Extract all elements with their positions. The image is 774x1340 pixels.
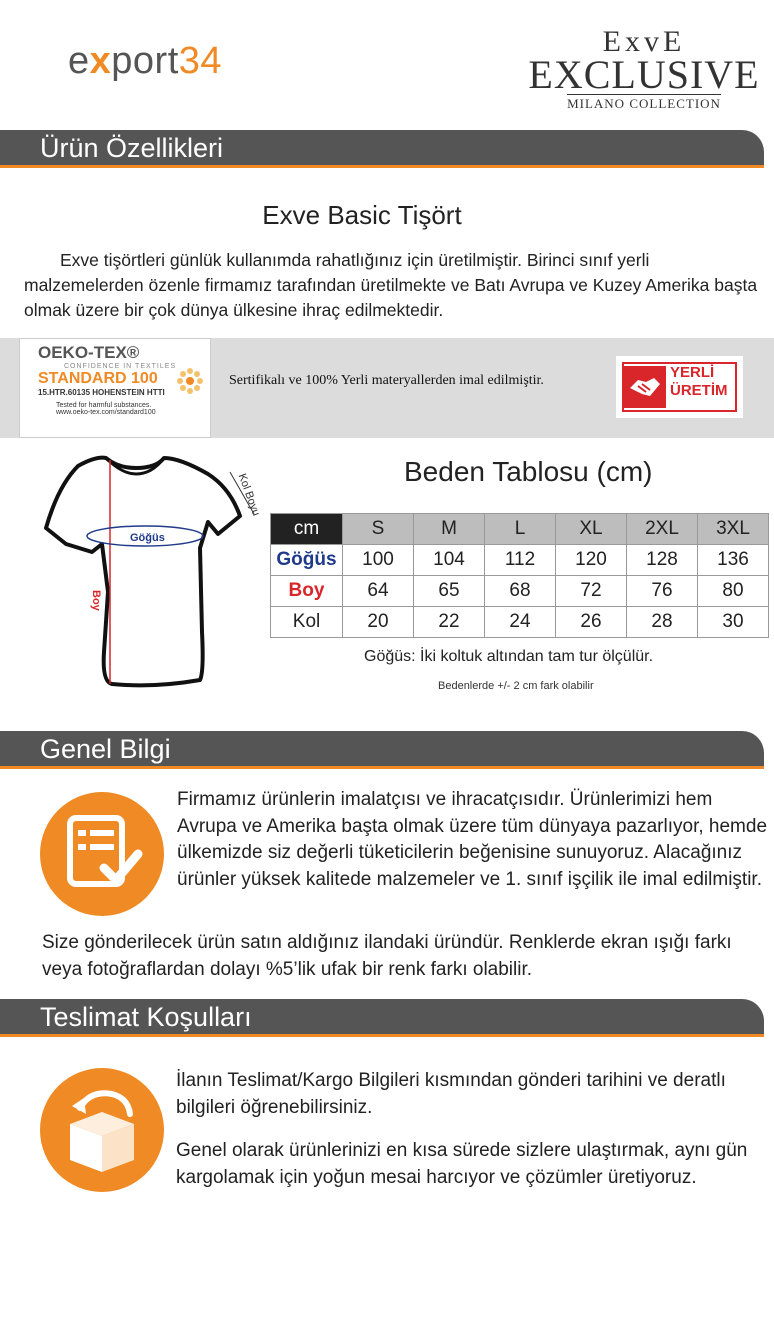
oeko-tested: Tested for harmful substances. xyxy=(56,402,152,409)
table-cell: 128 xyxy=(627,545,698,576)
handshake-icon xyxy=(624,366,666,408)
row-label: Göğüs xyxy=(271,545,343,576)
table-row xyxy=(271,576,769,607)
size-tolerance-note: Bedenlerde +/- 2 cm fark olabilir xyxy=(438,680,594,692)
logo-line: MILANO COLLECTION xyxy=(567,96,721,111)
size-table xyxy=(270,513,769,638)
header-cell: M xyxy=(414,514,485,545)
yerli-line: YERLİ xyxy=(670,364,715,381)
table-cell: 100 xyxy=(343,545,414,576)
header-cell: L xyxy=(485,514,556,545)
oeko-tex-badge xyxy=(19,338,211,438)
document-check-glyph xyxy=(40,792,164,916)
yerli-uretim-badge xyxy=(616,356,743,418)
genel-paragraph-1: Firmamız ürünlerin imalatçısı ve ihracatçısıdır. Ürünlerimizi hem Avrupa ve Amerika başta olmak üzere tüm dünyaya pazarlıyor, hemde ülkemizde siz değerli tüketicilerin beğenisine sunuyoruz. Alacağınız ürünler yüksek kalitede malzemeler ve 1. sınıf işçilik ile imal edilmiştir. xyxy=(177,789,768,890)
table-row xyxy=(271,545,769,576)
header-cell: 2XL xyxy=(627,514,698,545)
table-cell: 76 xyxy=(627,576,698,607)
row-label: Boy xyxy=(271,576,343,607)
oeko-standard: STANDARD 100 xyxy=(38,370,158,387)
product-title: Exve Basic Tişört xyxy=(262,200,462,230)
certification-text: Sertifikalı ve 100% Yerli materyallerden imal edilmiştir. xyxy=(229,373,544,388)
size-note: Göğüs: İki koltuk altından tam tur ölçülür. xyxy=(364,648,654,665)
table-cell: 22 xyxy=(414,607,485,638)
header-cell: cm xyxy=(271,514,343,545)
teslimat-paragraph-2: Genel olarak ürünlerinizi en kısa sürede sizlere ulaştırmak, aynı gün kargolamak için yoğun mesai harcıyor ve çözümler üretiyoruz. xyxy=(176,1140,748,1188)
table-cell: 28 xyxy=(627,607,698,638)
section-header-urun xyxy=(0,130,764,168)
box-return-icon xyxy=(40,1068,164,1192)
table-cell: 65 xyxy=(414,576,485,607)
certification-band xyxy=(0,338,774,438)
section-header-genel xyxy=(0,731,764,769)
yerli-line: ÜRETİM xyxy=(670,382,728,399)
logo-line: ExvE xyxy=(602,25,686,58)
header-cell: XL xyxy=(556,514,627,545)
box-return-glyph xyxy=(40,1068,164,1192)
size-table-header xyxy=(271,514,769,545)
section-header-teslimat xyxy=(0,999,764,1037)
tshirt-outline xyxy=(46,458,240,686)
size-chart-title: Beden Tablosu (cm) xyxy=(404,456,653,487)
section-title: Teslimat Koşulları xyxy=(40,1002,252,1032)
product-description: Exve tişörtleri günlük kullanımda rahatlığınız için üretilmiştir. Birinci sınıf yerli malzemelerden özenle firmamız tarafından üretilmekte ve Batı Avrupa ve Kuzey Amerika başta olmak üzere bir çok dünya ülkesine ihraç edilmektedir. xyxy=(24,250,758,320)
tshirt-label-gogus: Göğüs xyxy=(130,532,165,544)
logo-line: EXCLUSIVE xyxy=(528,52,760,97)
oeko-url: www.oeko-tex.com/standard100 xyxy=(56,409,156,416)
oeko-flower-icon xyxy=(176,367,204,395)
table-cell: 112 xyxy=(485,545,556,576)
tshirt-label-boy: Boy xyxy=(90,590,102,611)
logo-part: x xyxy=(89,40,112,82)
table-cell: 80 xyxy=(698,576,769,607)
exve-exclusive-logo xyxy=(528,25,760,113)
row-label: Kol xyxy=(271,607,343,638)
document-check-icon xyxy=(40,792,164,916)
header-cell: 3XL xyxy=(698,514,769,545)
table-cell: 136 xyxy=(698,545,769,576)
oeko-title: OEKO-TEX® xyxy=(38,343,140,362)
tshirt-diagram xyxy=(40,452,270,688)
teslimat-paragraph-1: İlanın Teslimat/Kargo Bilgileri kısmından gönderi tarihini ve deratlı bilgileri öğrenebilirsiniz. xyxy=(176,1070,726,1118)
logo-part: e xyxy=(68,40,90,82)
oeko-confidence: CONFIDENCE IN TEXTILES xyxy=(64,363,177,370)
section-title: Genel Bilgi xyxy=(40,734,171,764)
table-cell: 64 xyxy=(343,576,414,607)
tshirt-label-kol: Kol Boyu xyxy=(235,472,263,518)
genel-paragraph-2: Size gönderilecek ürün satın aldığınız ilandaki üründür. Renklerde ekran ışığı farkı veya fotoğraflardan dolayı %5’lik ufak bir renk farkı olabilir. xyxy=(42,932,732,980)
header-cell: S xyxy=(343,514,414,545)
section-title: Ürün Özellikleri xyxy=(40,133,224,163)
export34-logo xyxy=(68,40,222,83)
logo-part: port xyxy=(111,40,179,82)
table-cell: 72 xyxy=(556,576,627,607)
oeko-code: 15.HTR.60135 HOHENSTEIN HTTI xyxy=(38,388,165,397)
table-cell: 120 xyxy=(556,545,627,576)
table-cell: 30 xyxy=(698,607,769,638)
table-cell: 20 xyxy=(343,607,414,638)
table-row xyxy=(271,607,769,638)
table-cell: 104 xyxy=(414,545,485,576)
table-cell: 68 xyxy=(485,576,556,607)
table-cell: 24 xyxy=(485,607,556,638)
table-cell: 26 xyxy=(556,607,627,638)
logo-part: 34 xyxy=(178,40,223,82)
header xyxy=(0,0,774,125)
